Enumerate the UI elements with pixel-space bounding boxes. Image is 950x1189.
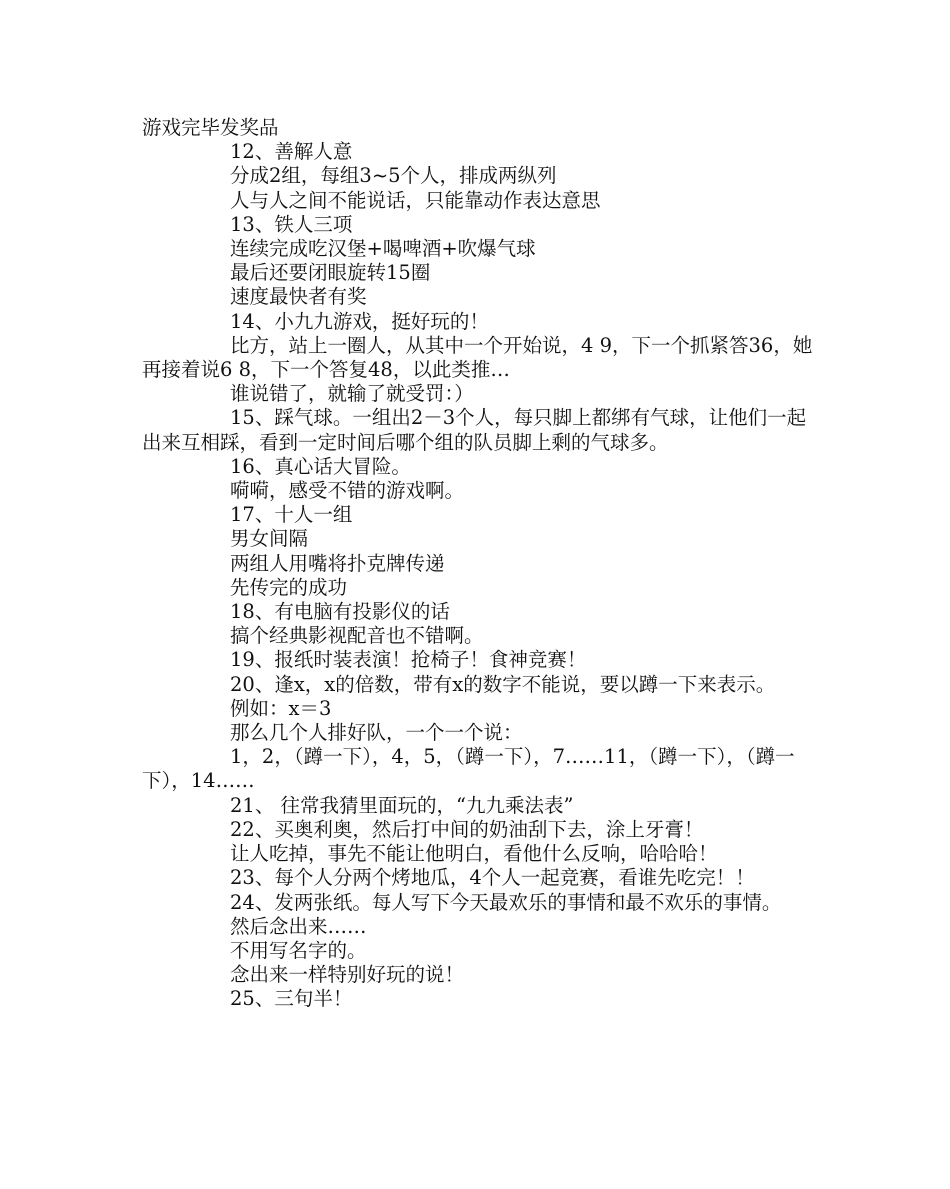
paragraph: 速度最快者有奖: [230, 285, 367, 309]
paragraph: 例如：x＝3: [230, 696, 332, 720]
paragraph: 搞个经典影视配音也不错啊。: [230, 624, 484, 648]
paragraph: 念出来一样特别好玩的说！: [230, 963, 465, 987]
paragraph: 18、有电脑有投影仪的话: [230, 600, 450, 624]
paragraph: 先传完的成功: [230, 575, 348, 599]
paragraph: 然后念出来……: [230, 914, 367, 938]
paragraph: 那么几个人排好队，一个一个说：: [230, 721, 523, 745]
paragraph: 比方，站上一圈人，从其中一个开始说，4 9，下一个抓紧答36，她再接着说6 8，下一个答复48，以此类推…: [142, 333, 813, 382]
paragraph: 17、十人一组: [230, 503, 353, 527]
paragraph: 1，2，（蹲一下），4，5，（蹲一下），7……11，（蹲一下），（蹲一下），14……: [142, 745, 795, 793]
paragraph: 19、报纸时装表演！抢椅子！食神竞赛！: [230, 648, 587, 672]
paragraph: 最后还要闭眼旋转15圈: [230, 261, 431, 285]
paragraph: 16、真心话大冒险。: [230, 454, 411, 478]
document-body: [142, 116, 814, 1012]
paragraph: 21、 往常我猜里面玩的，“九九乘法表”: [230, 793, 574, 817]
paragraph: 12、善解人意: [230, 140, 353, 164]
paragraph: 分成2组，每组3~5个人，排成两纵列: [230, 164, 557, 188]
paragraph: 游戏完毕发奖品: [142, 116, 279, 139]
paragraph: 不用写名字的。: [230, 938, 367, 962]
paragraph: 人与人之间不能说话，只能靠动作表达意思: [230, 188, 601, 212]
paragraph: 15、踩气球。一组出2－3个人，每只脚上都绑有气球，让他们一起出来互相踩，看到一定时间后哪个组的队员脚上剩的气球多。: [142, 406, 807, 454]
paragraph: 两组人用嘴将扑克牌传递: [230, 551, 445, 575]
paragraph: 20、逢x，x的倍数，带有x的数字不能说，要以蹲一下来表示。: [230, 672, 776, 696]
paragraph: 23、每个人分两个烤地瓜，4个人一起竞赛，看谁先吃完！！: [230, 866, 755, 890]
paragraph: 连续完成吃汉堡+喝啤酒+吹爆气球: [230, 237, 536, 261]
paragraph: 让人吃掉，事先不能让他明白，看他什么反响，哈哈哈！: [230, 842, 718, 866]
paragraph: 13、铁人三项: [230, 212, 353, 236]
paragraph: 谁说错了，就输了就受罚：）: [230, 382, 474, 406]
paragraph: 男女间隔: [230, 527, 309, 551]
paragraph: 22、买奥利奥，然后打中间的奶油刮下去，涂上牙膏！: [230, 817, 704, 841]
paragraph: 25、三句半！: [230, 987, 353, 1011]
paragraph: 14、小九九游戏，挺好玩的！: [230, 309, 489, 333]
paragraph: 嗬嗬，感受不错的游戏啊。: [230, 479, 465, 503]
paragraph: 24、发两张纸。每人写下今天最欢乐的事情和最不欢乐的事情。: [230, 890, 782, 914]
